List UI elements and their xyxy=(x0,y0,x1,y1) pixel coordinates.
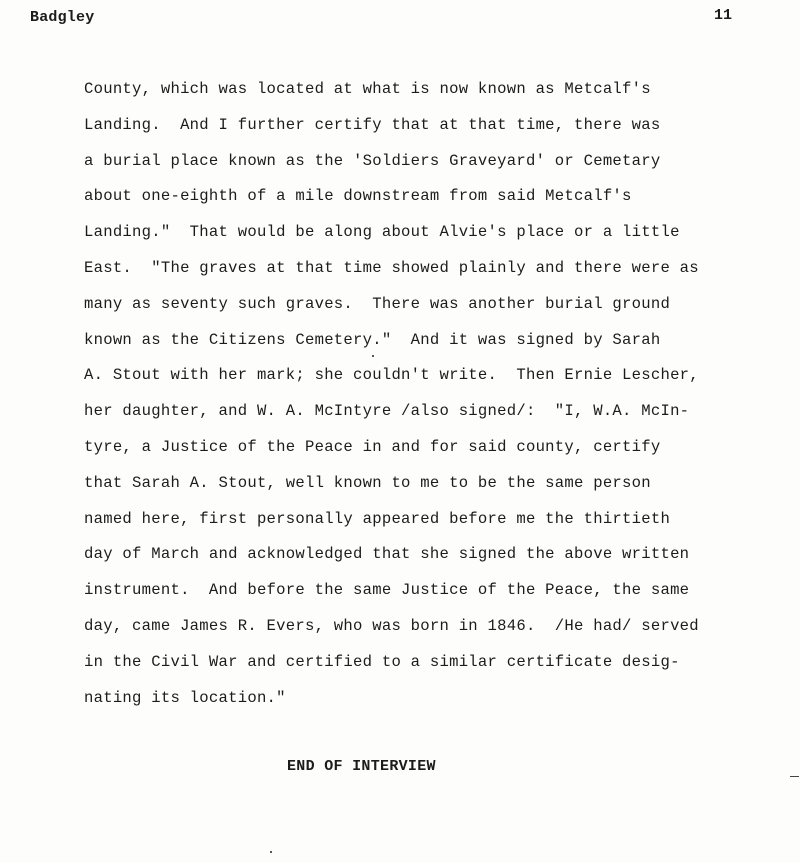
transcript-line-15: instrument. And before the same Justice of the Peace, the same xyxy=(84,581,690,600)
transcript-line-17: in the Civil War and certified to a similar certificate desig- xyxy=(84,652,680,671)
transcript-line-14: day of March and acknowledged that she signed the above written xyxy=(84,545,690,564)
transcript-line-5: Landing." That would be along about Alvie's place or a little xyxy=(84,223,680,242)
header-author-name: Badgley xyxy=(30,9,95,26)
transcript-line-18: nating its location." xyxy=(84,688,286,707)
paper-speck xyxy=(372,355,374,357)
transcript-line-12: that Sarah A. Stout, well known to me to be the same person xyxy=(84,473,651,492)
paper-speck xyxy=(270,851,272,853)
transcript-line-16: day, came James R. Evers, who was born in 1846. /He had/ served xyxy=(84,616,699,635)
transcript-line-7: many as seventy such graves. There was another burial ground xyxy=(84,294,671,313)
header-page-number: 11 xyxy=(714,7,733,24)
transcript-line-8: known as the Citizens Cemetery." And it was signed by Sarah xyxy=(84,330,661,349)
end-of-interview-label: END OF INTERVIEW xyxy=(287,758,436,775)
transcript-line-4: about one-eighth of a mile downstream from said Metcalf's xyxy=(84,187,632,206)
transcript-line-13: named here, first personally appeared before me the thirtieth xyxy=(84,509,671,528)
transcript-line-1: County, which was located at what is now known as Metcalf's xyxy=(84,80,651,98)
transcript-line-9: A. Stout with her mark; she couldn't write. Then Ernie Lescher, xyxy=(84,366,699,385)
transcript-line-6: East. "The graves at that time showed plainly and there were as xyxy=(84,258,699,277)
margin-mark xyxy=(790,776,799,777)
transcript-line-2: Landing. And I further certify that at that time, there was xyxy=(84,115,661,134)
transcript-line-10: her daughter, and W. A. McIntyre /also signed/: "I, W.A. McIn- xyxy=(84,402,690,421)
transcript-line-11: tyre, a Justice of the Peace in and for said county, certify xyxy=(84,437,661,456)
transcript-line-3: a burial place known as the 'Soldiers Graveyard' or Cemetary xyxy=(84,151,661,170)
transcript-body xyxy=(84,78,784,722)
